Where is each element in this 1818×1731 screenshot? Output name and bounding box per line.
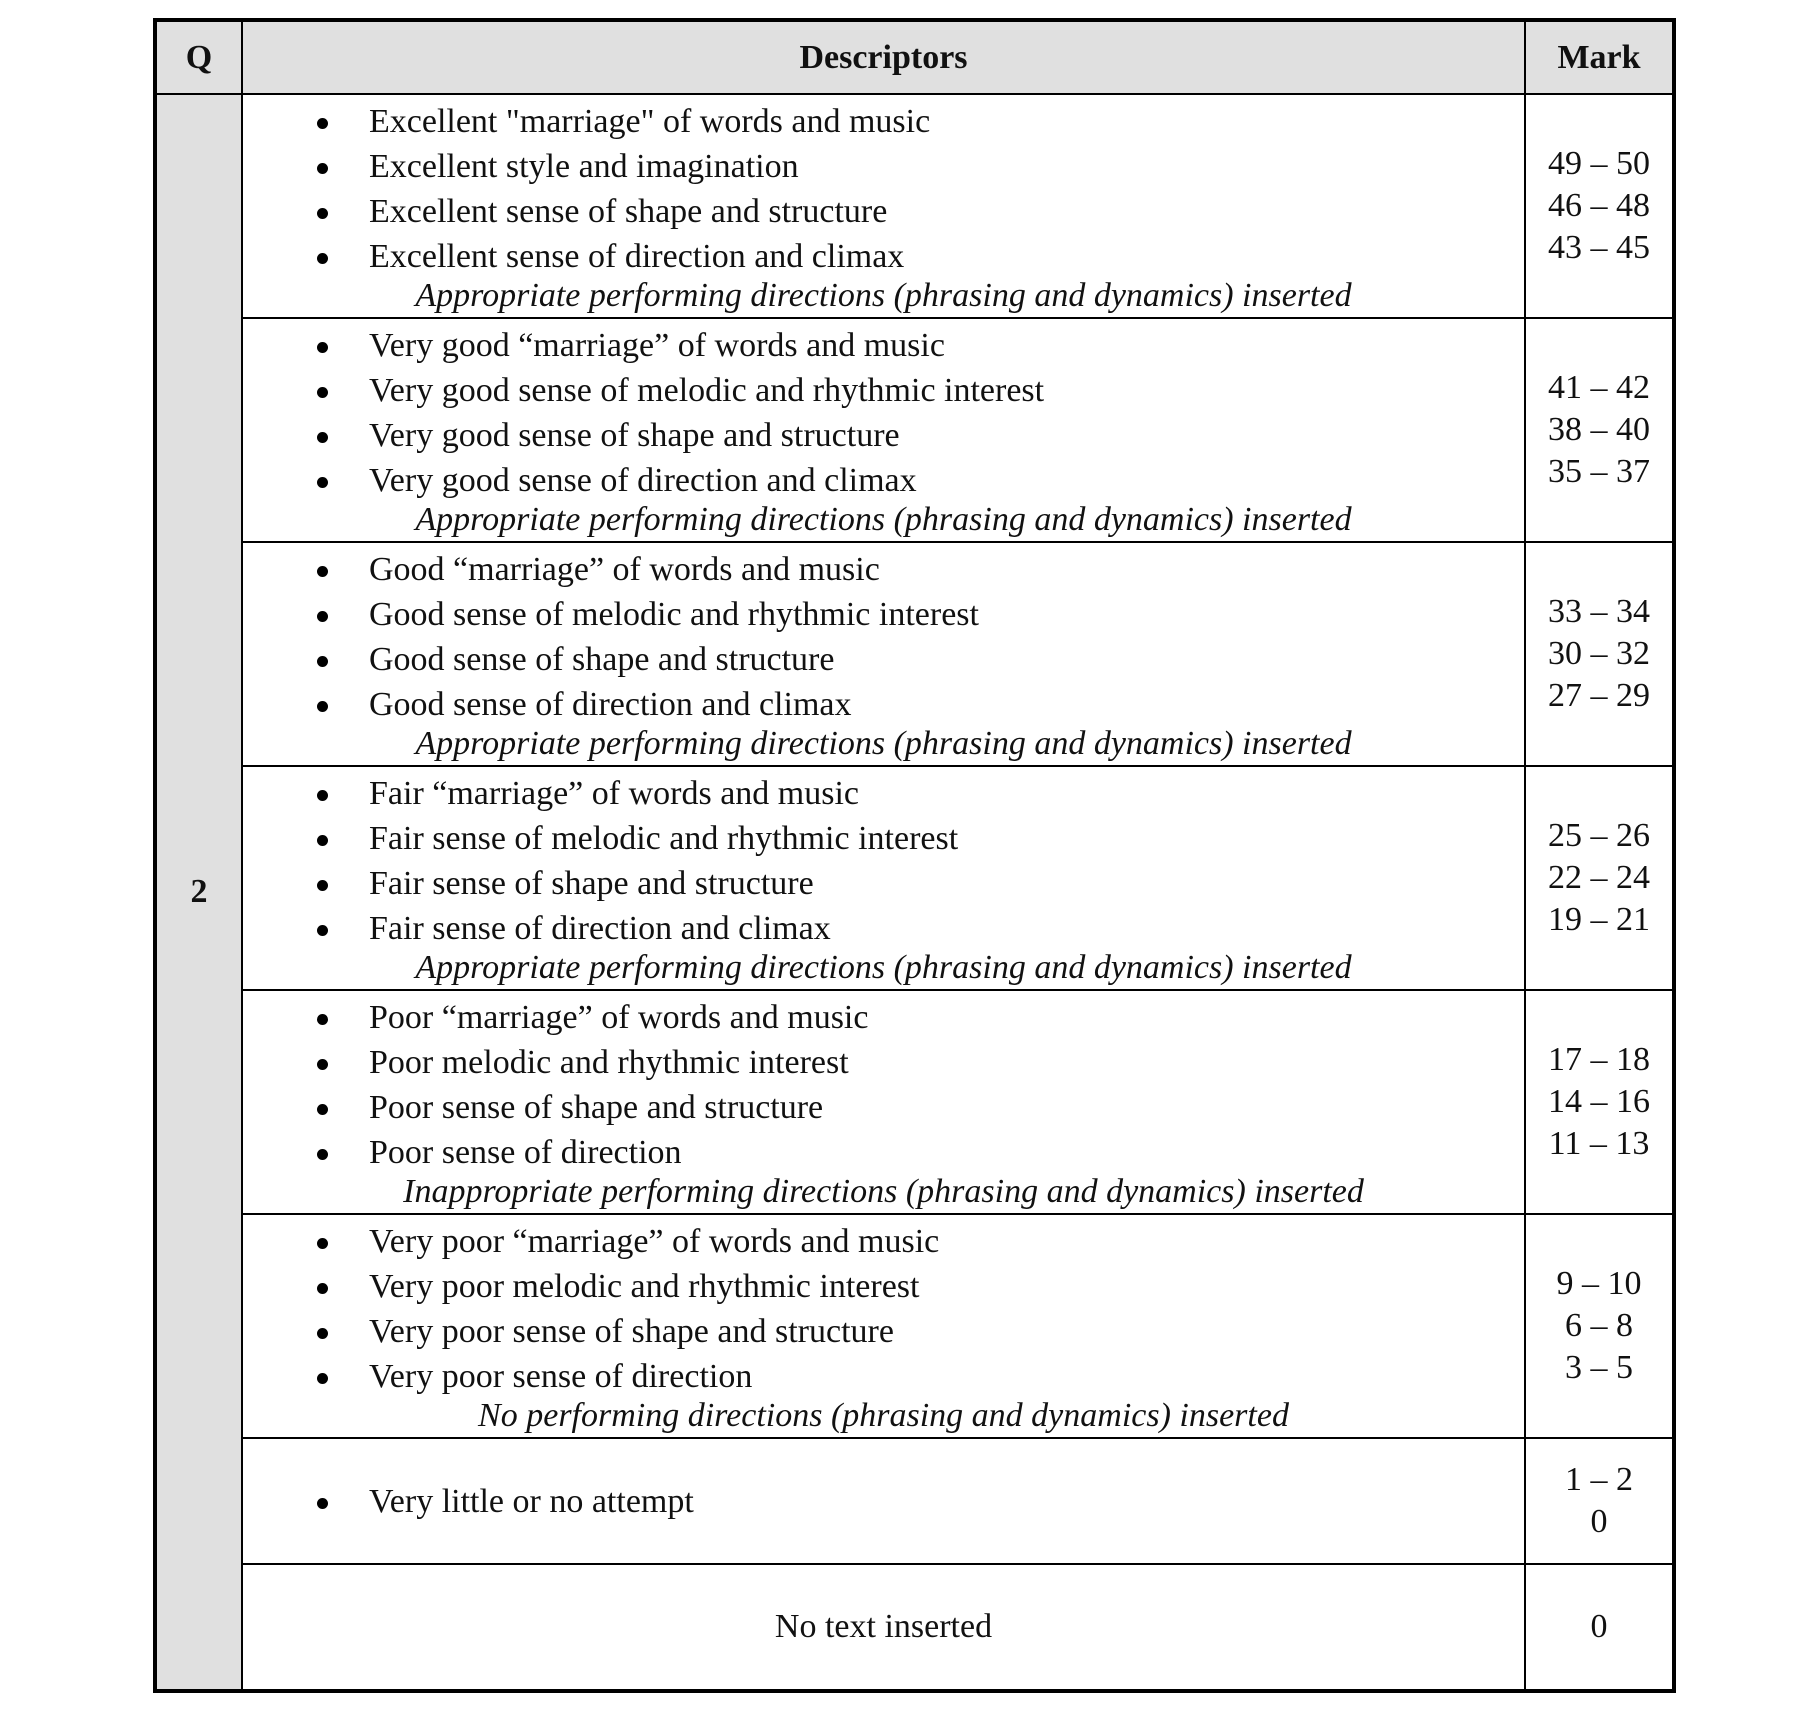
mark-range: 0	[1590, 1608, 1608, 1645]
descriptor-item: Poor sense of direction	[243, 1130, 1524, 1175]
mark-cell	[1525, 94, 1674, 318]
descriptor-item: Poor melodic and rhythmic interest	[243, 1040, 1524, 1085]
descriptor-cell	[242, 1214, 1525, 1438]
descriptor-cell	[242, 990, 1525, 1214]
descriptor-item: Good sense of shape and structure	[243, 637, 1524, 682]
descriptor-cell	[242, 1438, 1525, 1564]
bullet-icon	[317, 432, 328, 443]
performing-directions-note: Inappropriate performing directions (phrasing and dynamics) inserted	[403, 1172, 1364, 1210]
descriptor-item: Very good sense of shape and structure	[243, 413, 1524, 458]
mark-cell	[1525, 1564, 1674, 1691]
band-row-very-poor	[155, 1214, 1674, 1438]
no-text-label: No text inserted	[774, 1608, 993, 1645]
bullet-icon	[317, 1328, 328, 1339]
mark-range: 38 – 40	[1548, 411, 1650, 448]
bullet-icon	[317, 880, 328, 891]
descriptor-list	[243, 1219, 1524, 1399]
descriptor-item: Very poor melodic and rhythmic interest	[243, 1264, 1524, 1309]
descriptor-item: Very good sense of melodic and rhythmic interest	[243, 368, 1524, 413]
descriptor-item: Fair sense of melodic and rhythmic interest	[243, 816, 1524, 861]
descriptor-item: Good “marriage” of words and music	[243, 547, 1524, 592]
descriptor-cell	[242, 1564, 1525, 1691]
descriptor-item: Poor sense of shape and structure	[243, 1085, 1524, 1130]
mark-range: 30 – 32	[1548, 635, 1650, 672]
mark-range: 6 – 8	[1565, 1307, 1633, 1344]
descriptor-item: Fair sense of shape and structure	[243, 861, 1524, 906]
descriptor-item: Excellent style and imagination	[243, 144, 1524, 189]
mark-cell	[1525, 766, 1674, 990]
bullet-icon	[317, 342, 328, 353]
bullet-icon	[317, 1283, 328, 1294]
descriptor-item: Excellent sense of shape and structure	[243, 189, 1524, 234]
performing-directions-note: Appropriate performing directions (phrasing and dynamics) inserted	[415, 500, 1352, 538]
descriptor-item: Excellent "marriage" of words and music	[243, 99, 1524, 144]
mark-range: 41 – 42	[1548, 369, 1650, 406]
descriptor-item: Very poor “marriage” of words and music	[243, 1219, 1524, 1264]
descriptor-list	[243, 771, 1524, 951]
bullet-icon	[317, 1104, 328, 1115]
mark-range: 27 – 29	[1548, 677, 1650, 714]
band-row-poor	[155, 990, 1674, 1214]
descriptor-cell	[242, 542, 1525, 766]
bullet-icon	[317, 611, 328, 622]
descriptor-cell	[242, 94, 1525, 318]
descriptor-item: Very little or no attempt	[243, 1479, 1524, 1524]
mark-range: 17 – 18	[1548, 1041, 1650, 1078]
band-row-very-good	[155, 318, 1674, 542]
bullet-icon	[317, 1238, 328, 1249]
mark-range: 11 – 13	[1548, 1125, 1650, 1162]
header-q: Q	[155, 20, 242, 94]
mark-range: 46 – 48	[1548, 187, 1650, 224]
descriptor-item: Fair “marriage” of words and music	[243, 771, 1524, 816]
performing-directions-note: No performing directions (phrasing and dynamics) inserted	[478, 1396, 1289, 1434]
bullet-icon	[317, 656, 328, 667]
mark-range: 35 – 37	[1548, 453, 1650, 490]
mark-cell	[1525, 318, 1674, 542]
performing-directions-note: Appropriate performing directions (phrasing and dynamics) inserted	[415, 724, 1352, 762]
mark-range: 22 – 24	[1548, 859, 1650, 896]
bullet-icon	[317, 925, 328, 936]
mark-range: 14 – 16	[1548, 1083, 1650, 1120]
bullet-icon	[317, 1149, 328, 1160]
descriptor-item: Good sense of melodic and rhythmic interest	[243, 592, 1524, 637]
mark-cell	[1525, 1438, 1674, 1564]
descriptor-list	[243, 1479, 1524, 1524]
mark-range: 43 – 45	[1548, 229, 1650, 266]
bullet-icon	[317, 566, 328, 577]
descriptor-item: Poor “marriage” of words and music	[243, 995, 1524, 1040]
band-row-excellent	[155, 94, 1674, 318]
performing-directions-note: Appropriate performing directions (phrasing and dynamics) inserted	[415, 948, 1352, 986]
bullet-icon	[317, 1498, 328, 1509]
bullet-icon	[317, 790, 328, 801]
mark-cell	[1525, 1214, 1674, 1438]
descriptor-item: Fair sense of direction and climax	[243, 906, 1524, 951]
descriptor-item: Excellent sense of direction and climax	[243, 234, 1524, 279]
question-number: 2	[155, 94, 242, 1691]
bullet-icon	[317, 701, 328, 712]
descriptor-item: Good sense of direction and climax	[243, 682, 1524, 727]
bullet-icon	[317, 1373, 328, 1384]
descriptor-list	[243, 995, 1524, 1175]
mark-cell	[1525, 542, 1674, 766]
descriptor-item: Very poor sense of direction	[243, 1354, 1524, 1399]
descriptor-list	[243, 323, 1524, 503]
descriptor-item: Very good “marriage” of words and music	[243, 323, 1524, 368]
descriptor-list	[243, 99, 1524, 279]
bullet-icon	[317, 253, 328, 264]
bullet-icon	[317, 1014, 328, 1025]
band-row-good	[155, 542, 1674, 766]
mark-range: 19 – 21	[1548, 901, 1650, 938]
bullet-icon	[317, 163, 328, 174]
mark-cell	[1525, 990, 1674, 1214]
mark-scheme-table	[153, 18, 1676, 1693]
descriptor-cell	[242, 318, 1525, 542]
header-row	[155, 20, 1674, 94]
bullet-icon	[317, 835, 328, 846]
band-row-fair	[155, 766, 1674, 990]
mark-range: 25 – 26	[1548, 817, 1650, 854]
performing-directions-note: Appropriate performing directions (phrasing and dynamics) inserted	[415, 276, 1352, 314]
bullet-icon	[317, 208, 328, 219]
mark-range: 3 – 5	[1565, 1349, 1633, 1386]
band-row-no-text	[155, 1564, 1674, 1691]
mark-range: 49 – 50	[1548, 145, 1650, 182]
mark-range: 0	[1590, 1503, 1608, 1540]
header-mark: Mark	[1525, 20, 1674, 94]
bullet-icon	[317, 387, 328, 398]
bullet-icon	[317, 118, 328, 129]
mark-range: 33 – 34	[1548, 593, 1650, 630]
descriptor-list	[243, 547, 1524, 727]
band-row-minimal-attempt	[155, 1438, 1674, 1564]
header-descriptors: Descriptors	[242, 20, 1525, 94]
mark-range: 1 – 2	[1565, 1461, 1633, 1498]
bullet-icon	[317, 477, 328, 488]
descriptor-item: Very good sense of direction and climax	[243, 458, 1524, 503]
descriptor-item: Very poor sense of shape and structure	[243, 1309, 1524, 1354]
mark-range: 9 – 10	[1556, 1265, 1642, 1302]
bullet-icon	[317, 1059, 328, 1070]
descriptor-cell	[242, 766, 1525, 990]
